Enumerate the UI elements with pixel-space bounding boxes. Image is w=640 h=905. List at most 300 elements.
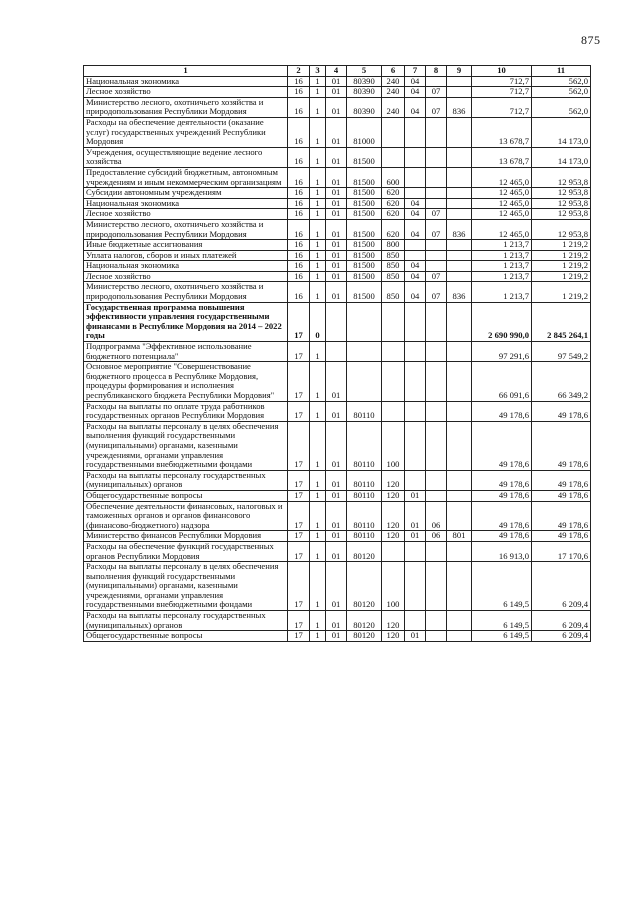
cell-code-7: 04 xyxy=(405,87,426,98)
cell-code-9 xyxy=(447,401,472,421)
cell-amount-11: 1 219,2 xyxy=(532,240,591,251)
cell-code-4: 01 xyxy=(326,562,347,611)
cell-code-7 xyxy=(405,240,426,251)
column-header-8: 8 xyxy=(426,66,447,77)
row-name: Расходы на обеспечение деятельности (оказание услуг) государственных учреждений Республики Мордовия xyxy=(84,117,288,147)
cell-code-3: 1 xyxy=(310,240,326,251)
cell-code-9 xyxy=(447,362,472,401)
cell-amount-11: 562,0 xyxy=(532,97,591,117)
table-row xyxy=(84,87,591,98)
column-header-3: 3 xyxy=(310,66,326,77)
column-header-11: 11 xyxy=(532,66,591,77)
cell-amount-11: 6 209,4 xyxy=(532,611,591,631)
cell-code-4: 01 xyxy=(326,470,347,490)
cell-code-7 xyxy=(405,562,426,611)
cell-code-6 xyxy=(382,342,405,362)
cell-code-3: 1 xyxy=(310,282,326,302)
row-name: Государственная программа повышения эффективности управления государственными финансами в Республике Мордовия на 2014 – 2022 годы xyxy=(84,302,288,341)
cell-amount-10: 12 465,0 xyxy=(472,188,532,199)
cell-code-2: 16 xyxy=(288,261,310,272)
cell-amount-11: 66 349,2 xyxy=(532,362,591,401)
table-row xyxy=(84,470,591,490)
cell-code-3: 1 xyxy=(310,362,326,401)
cell-code-3: 1 xyxy=(310,219,326,239)
cell-code-6: 600 xyxy=(382,167,405,187)
cell-code-7 xyxy=(405,117,426,147)
cell-code-9 xyxy=(447,250,472,261)
row-name: Расходы на выплаты персоналу государственных (муниципальных) органов xyxy=(84,611,288,631)
row-name: Общегосударственные вопросы xyxy=(84,490,288,501)
cell-code-9 xyxy=(447,611,472,631)
cell-code-4: 01 xyxy=(326,209,347,220)
cell-code-8 xyxy=(426,250,447,261)
cell-code-3: 1 xyxy=(310,490,326,501)
cell-code-6: 850 xyxy=(382,271,405,282)
cell-code-9 xyxy=(447,631,472,642)
row-name: Министерство лесного, охотничьего хозяйства и природопользования Республики Мордовия xyxy=(84,219,288,239)
cell-code-3: 1 xyxy=(310,261,326,272)
cell-code-8 xyxy=(426,76,447,87)
budget-table xyxy=(83,65,591,642)
cell-code-9 xyxy=(447,188,472,199)
cell-amount-10: 1 213,7 xyxy=(472,282,532,302)
cell-code-6: 120 xyxy=(382,631,405,642)
cell-code-5: 80120 xyxy=(347,611,382,631)
cell-code-3: 1 xyxy=(310,97,326,117)
row-name: Обеспечение деятельности финансовых, налоговых и таможенных органов и органов финансового (финансово-бюджетного) надзора xyxy=(84,501,288,531)
cell-code-2: 17 xyxy=(288,401,310,421)
cell-amount-11: 14 173,0 xyxy=(532,147,591,167)
cell-amount-11: 12 953,8 xyxy=(532,198,591,209)
cell-amount-11: 12 953,8 xyxy=(532,188,591,199)
cell-code-2: 17 xyxy=(288,541,310,561)
cell-code-3: 1 xyxy=(310,188,326,199)
cell-amount-10: 12 465,0 xyxy=(472,198,532,209)
cell-code-9 xyxy=(447,470,472,490)
cell-code-7 xyxy=(405,342,426,362)
row-name: Расходы на выплаты персоналу в целях обеспечения выполнения функций государственными (муниципальными) органами, казенными учреждениями, органами управления государственными внебюджетными фондами xyxy=(84,421,288,470)
cell-code-2: 17 xyxy=(288,611,310,631)
cell-code-8 xyxy=(426,240,447,251)
cell-code-7 xyxy=(405,362,426,401)
cell-code-8 xyxy=(426,541,447,561)
cell-code-3: 1 xyxy=(310,421,326,470)
cell-code-9 xyxy=(447,261,472,272)
cell-code-5: 80110 xyxy=(347,401,382,421)
table-row xyxy=(84,271,591,282)
cell-code-5: 81500 xyxy=(347,198,382,209)
table-row xyxy=(84,97,591,117)
cell-amount-10: 49 178,6 xyxy=(472,490,532,501)
cell-amount-10: 12 465,0 xyxy=(472,167,532,187)
cell-amount-11: 6 209,4 xyxy=(532,562,591,611)
table-row xyxy=(84,198,591,209)
cell-code-8 xyxy=(426,342,447,362)
cell-code-5: 81500 xyxy=(347,219,382,239)
cell-code-9 xyxy=(447,541,472,561)
cell-code-3: 1 xyxy=(310,209,326,220)
cell-code-3: 1 xyxy=(310,541,326,561)
cell-code-6 xyxy=(382,302,405,341)
cell-code-8 xyxy=(426,261,447,272)
cell-code-7 xyxy=(405,302,426,341)
cell-code-4: 01 xyxy=(326,531,347,542)
cell-code-8: 07 xyxy=(426,209,447,220)
cell-code-5: 81500 xyxy=(347,271,382,282)
cell-amount-11: 1 219,2 xyxy=(532,261,591,272)
cell-code-9 xyxy=(447,167,472,187)
cell-code-8 xyxy=(426,470,447,490)
cell-amount-10: 1 213,7 xyxy=(472,240,532,251)
cell-code-7 xyxy=(405,401,426,421)
cell-code-7: 01 xyxy=(405,631,426,642)
cell-code-5: 80110 xyxy=(347,421,382,470)
cell-amount-10: 66 091,6 xyxy=(472,362,532,401)
cell-code-6: 240 xyxy=(382,76,405,87)
cell-code-6: 100 xyxy=(382,562,405,611)
cell-code-8: 07 xyxy=(426,97,447,117)
cell-code-4: 01 xyxy=(326,631,347,642)
cell-code-7 xyxy=(405,541,426,561)
cell-code-4: 01 xyxy=(326,167,347,187)
cell-amount-11: 1 219,2 xyxy=(532,250,591,261)
row-name: Министерство финансов Республики Мордовия xyxy=(84,531,288,542)
cell-code-7: 01 xyxy=(405,531,426,542)
cell-code-4: 01 xyxy=(326,261,347,272)
cell-amount-10: 2 690 990,0 xyxy=(472,302,532,341)
cell-code-4 xyxy=(326,342,347,362)
cell-amount-11: 2 845 264,1 xyxy=(532,302,591,341)
cell-code-2: 16 xyxy=(288,240,310,251)
cell-code-9 xyxy=(447,271,472,282)
cell-code-5: 80390 xyxy=(347,97,382,117)
cell-code-3: 1 xyxy=(310,198,326,209)
row-name: Национальная экономика xyxy=(84,76,288,87)
cell-code-2: 17 xyxy=(288,470,310,490)
cell-code-3: 1 xyxy=(310,342,326,362)
table-row xyxy=(84,531,591,542)
column-header-9: 9 xyxy=(447,66,472,77)
cell-amount-11: 14 173,0 xyxy=(532,117,591,147)
cell-code-9 xyxy=(447,147,472,167)
cell-code-3: 1 xyxy=(310,401,326,421)
cell-code-5: 81500 xyxy=(347,240,382,251)
cell-code-2: 17 xyxy=(288,531,310,542)
cell-code-8 xyxy=(426,631,447,642)
table-row xyxy=(84,302,591,341)
cell-code-6: 620 xyxy=(382,219,405,239)
cell-amount-10: 49 178,6 xyxy=(472,401,532,421)
cell-amount-11: 49 178,6 xyxy=(532,470,591,490)
cell-code-7 xyxy=(405,167,426,187)
cell-code-4: 01 xyxy=(326,401,347,421)
cell-code-4 xyxy=(326,302,347,341)
cell-code-9 xyxy=(447,117,472,147)
page-number: 875 xyxy=(581,33,601,47)
cell-code-4: 01 xyxy=(326,240,347,251)
row-name: Национальная экономика xyxy=(84,261,288,272)
cell-amount-11: 49 178,6 xyxy=(532,531,591,542)
cell-code-6 xyxy=(382,401,405,421)
cell-code-6: 800 xyxy=(382,240,405,251)
cell-code-2: 16 xyxy=(288,282,310,302)
cell-code-5: 81500 xyxy=(347,282,382,302)
cell-code-7: 04 xyxy=(405,219,426,239)
cell-code-8 xyxy=(426,611,447,631)
cell-code-4: 01 xyxy=(326,490,347,501)
column-header-1: 1 xyxy=(84,66,288,77)
cell-amount-11: 12 953,8 xyxy=(532,219,591,239)
cell-code-2: 17 xyxy=(288,362,310,401)
cell-amount-10: 13 678,7 xyxy=(472,147,532,167)
cell-code-3: 1 xyxy=(310,611,326,631)
cell-code-9 xyxy=(447,209,472,220)
cell-amount-10: 49 178,6 xyxy=(472,470,532,490)
cell-code-8 xyxy=(426,421,447,470)
table-row xyxy=(84,167,591,187)
cell-code-9 xyxy=(447,302,472,341)
cell-code-6 xyxy=(382,147,405,167)
cell-code-5 xyxy=(347,362,382,401)
cell-amount-10: 712,7 xyxy=(472,76,532,87)
cell-code-7: 04 xyxy=(405,76,426,87)
cell-code-6: 120 xyxy=(382,531,405,542)
row-name: Предоставление субсидий бюджетным, автономным учреждениям и иным некоммерческим организациям xyxy=(84,167,288,187)
cell-code-4: 01 xyxy=(326,97,347,117)
cell-code-2: 17 xyxy=(288,302,310,341)
table-row xyxy=(84,362,591,401)
cell-code-5: 80120 xyxy=(347,562,382,611)
cell-code-5: 80120 xyxy=(347,631,382,642)
cell-code-5: 80110 xyxy=(347,490,382,501)
row-name: Национальная экономика xyxy=(84,198,288,209)
cell-code-3: 1 xyxy=(310,117,326,147)
cell-code-8: 07 xyxy=(426,219,447,239)
cell-code-6 xyxy=(382,541,405,561)
cell-amount-11: 12 953,8 xyxy=(532,167,591,187)
cell-code-5: 80120 xyxy=(347,541,382,561)
cell-code-8: 06 xyxy=(426,501,447,531)
table-row xyxy=(84,209,591,220)
cell-code-8 xyxy=(426,117,447,147)
cell-code-6: 120 xyxy=(382,470,405,490)
cell-code-2: 17 xyxy=(288,631,310,642)
cell-code-4: 01 xyxy=(326,76,347,87)
table-row xyxy=(84,401,591,421)
table-row xyxy=(84,282,591,302)
cell-amount-10: 1 213,7 xyxy=(472,261,532,272)
column-header-4: 4 xyxy=(326,66,347,77)
cell-code-2: 17 xyxy=(288,342,310,362)
cell-code-5 xyxy=(347,342,382,362)
cell-code-7: 04 xyxy=(405,209,426,220)
cell-code-2: 16 xyxy=(288,209,310,220)
cell-code-7: 04 xyxy=(405,261,426,272)
column-header-6: 6 xyxy=(382,66,405,77)
cell-amount-11: 49 178,6 xyxy=(532,421,591,470)
cell-code-9 xyxy=(447,490,472,501)
cell-code-6: 620 xyxy=(382,209,405,220)
table-row xyxy=(84,631,591,642)
cell-amount-10: 13 678,7 xyxy=(472,117,532,147)
table-row xyxy=(84,188,591,199)
cell-code-5: 81500 xyxy=(347,147,382,167)
cell-code-2: 16 xyxy=(288,147,310,167)
row-name: Министерство лесного, охотничьего хозяйства и природопользования Республики Мордовия xyxy=(84,282,288,302)
cell-code-2: 16 xyxy=(288,117,310,147)
cell-code-9: 836 xyxy=(447,97,472,117)
cell-code-4: 01 xyxy=(326,87,347,98)
cell-code-9 xyxy=(447,87,472,98)
cell-amount-10: 712,7 xyxy=(472,97,532,117)
cell-amount-10: 1 213,7 xyxy=(472,250,532,261)
cell-code-6: 620 xyxy=(382,198,405,209)
column-header-2: 2 xyxy=(288,66,310,77)
cell-code-8 xyxy=(426,302,447,341)
cell-code-6: 850 xyxy=(382,250,405,261)
cell-code-5: 80390 xyxy=(347,87,382,98)
cell-code-8: 07 xyxy=(426,87,447,98)
cell-code-9 xyxy=(447,562,472,611)
cell-amount-11: 97 549,2 xyxy=(532,342,591,362)
cell-code-9: 801 xyxy=(447,531,472,542)
cell-amount-10: 49 178,6 xyxy=(472,501,532,531)
cell-amount-10: 712,7 xyxy=(472,87,532,98)
cell-amount-11: 49 178,6 xyxy=(532,490,591,501)
cell-code-7 xyxy=(405,611,426,631)
cell-code-3: 1 xyxy=(310,147,326,167)
cell-code-6: 620 xyxy=(382,188,405,199)
cell-code-2: 16 xyxy=(288,76,310,87)
cell-code-7: 04 xyxy=(405,271,426,282)
cell-code-3: 0 xyxy=(310,302,326,341)
row-name: Подпрограмма "Эффективное использование бюджетного потенциала" xyxy=(84,342,288,362)
cell-code-5: 81500 xyxy=(347,250,382,261)
column-header-5: 5 xyxy=(347,66,382,77)
row-name: Расходы на выплаты по оплате труда работников государственных органов Республики Мордовия xyxy=(84,401,288,421)
cell-code-3: 1 xyxy=(310,250,326,261)
cell-code-9 xyxy=(447,198,472,209)
cell-amount-10: 6 149,5 xyxy=(472,562,532,611)
cell-amount-11: 1 219,2 xyxy=(532,271,591,282)
table-row xyxy=(84,117,591,147)
cell-code-4: 01 xyxy=(326,188,347,199)
cell-code-9 xyxy=(447,421,472,470)
cell-code-6 xyxy=(382,362,405,401)
cell-code-4: 01 xyxy=(326,541,347,561)
cell-code-4: 01 xyxy=(326,198,347,209)
cell-code-4: 01 xyxy=(326,501,347,531)
cell-code-8 xyxy=(426,401,447,421)
cell-code-5: 81000 xyxy=(347,117,382,147)
cell-code-7: 01 xyxy=(405,490,426,501)
cell-code-8 xyxy=(426,198,447,209)
table-row xyxy=(84,490,591,501)
cell-code-7 xyxy=(405,250,426,261)
cell-code-8 xyxy=(426,147,447,167)
cell-code-8: 07 xyxy=(426,282,447,302)
cell-code-7 xyxy=(405,470,426,490)
cell-amount-11: 1 219,2 xyxy=(532,282,591,302)
cell-amount-11: 6 209,4 xyxy=(532,631,591,642)
cell-code-7 xyxy=(405,147,426,167)
table-row xyxy=(84,240,591,251)
table-row xyxy=(84,261,591,272)
table-row xyxy=(84,541,591,561)
row-name: Уплата налогов, сборов и иных платежей xyxy=(84,250,288,261)
cell-code-6: 240 xyxy=(382,97,405,117)
cell-code-3: 1 xyxy=(310,76,326,87)
cell-code-4: 01 xyxy=(326,362,347,401)
cell-code-3: 1 xyxy=(310,167,326,187)
row-name: Общегосударственные вопросы xyxy=(84,631,288,642)
cell-code-5: 81500 xyxy=(347,261,382,272)
cell-code-2: 16 xyxy=(288,198,310,209)
table-body xyxy=(84,76,591,641)
table-row xyxy=(84,219,591,239)
cell-code-2: 16 xyxy=(288,250,310,261)
cell-code-6: 850 xyxy=(382,261,405,272)
cell-code-8 xyxy=(426,167,447,187)
row-name: Основное мероприятие "Совершенствование бюджетного процесса в Республике Мордовия, процедуры формирования и исполнения республиканского бюджета Республики Мордовия" xyxy=(84,362,288,401)
row-name: Лесное хозяйство xyxy=(84,209,288,220)
cell-code-5: 81500 xyxy=(347,167,382,187)
cell-code-9: 836 xyxy=(447,219,472,239)
cell-code-3: 1 xyxy=(310,87,326,98)
table-row xyxy=(84,342,591,362)
cell-code-5: 80110 xyxy=(347,470,382,490)
cell-code-9: 836 xyxy=(447,282,472,302)
cell-code-7: 01 xyxy=(405,501,426,531)
cell-code-5: 81500 xyxy=(347,188,382,199)
cell-code-3: 1 xyxy=(310,631,326,642)
cell-code-6: 240 xyxy=(382,87,405,98)
cell-code-3: 1 xyxy=(310,470,326,490)
cell-code-8 xyxy=(426,188,447,199)
row-name: Расходы на выплаты персоналу государственных (муниципальных) органов xyxy=(84,470,288,490)
cell-code-8 xyxy=(426,490,447,501)
table-header-row xyxy=(84,66,591,77)
cell-code-5: 80110 xyxy=(347,501,382,531)
row-name: Учреждения, осуществляющие ведение лесного хозяйства xyxy=(84,147,288,167)
cell-code-6: 100 xyxy=(382,421,405,470)
cell-code-7: 04 xyxy=(405,282,426,302)
table-row xyxy=(84,611,591,631)
cell-code-4: 01 xyxy=(326,271,347,282)
cell-amount-11: 17 170,6 xyxy=(532,541,591,561)
row-name: Лесное хозяйство xyxy=(84,271,288,282)
cell-amount-10: 12 465,0 xyxy=(472,219,532,239)
table-row xyxy=(84,147,591,167)
cell-amount-11: 562,0 xyxy=(532,76,591,87)
cell-code-5: 81500 xyxy=(347,209,382,220)
row-name: Министерство лесного, охотничьего хозяйства и природопользования Республики Мордовия xyxy=(84,97,288,117)
cell-amount-10: 6 149,5 xyxy=(472,631,532,642)
cell-code-5: 80390 xyxy=(347,76,382,87)
cell-code-6: 120 xyxy=(382,490,405,501)
cell-amount-10: 49 178,6 xyxy=(472,421,532,470)
cell-code-2: 16 xyxy=(288,219,310,239)
cell-code-5 xyxy=(347,302,382,341)
cell-code-2: 16 xyxy=(288,167,310,187)
cell-code-8: 06 xyxy=(426,531,447,542)
row-name: Лесное хозяйство xyxy=(84,87,288,98)
cell-amount-10: 16 913,0 xyxy=(472,541,532,561)
cell-code-7 xyxy=(405,421,426,470)
table-row xyxy=(84,76,591,87)
cell-amount-11: 562,0 xyxy=(532,87,591,98)
cell-code-4: 01 xyxy=(326,147,347,167)
